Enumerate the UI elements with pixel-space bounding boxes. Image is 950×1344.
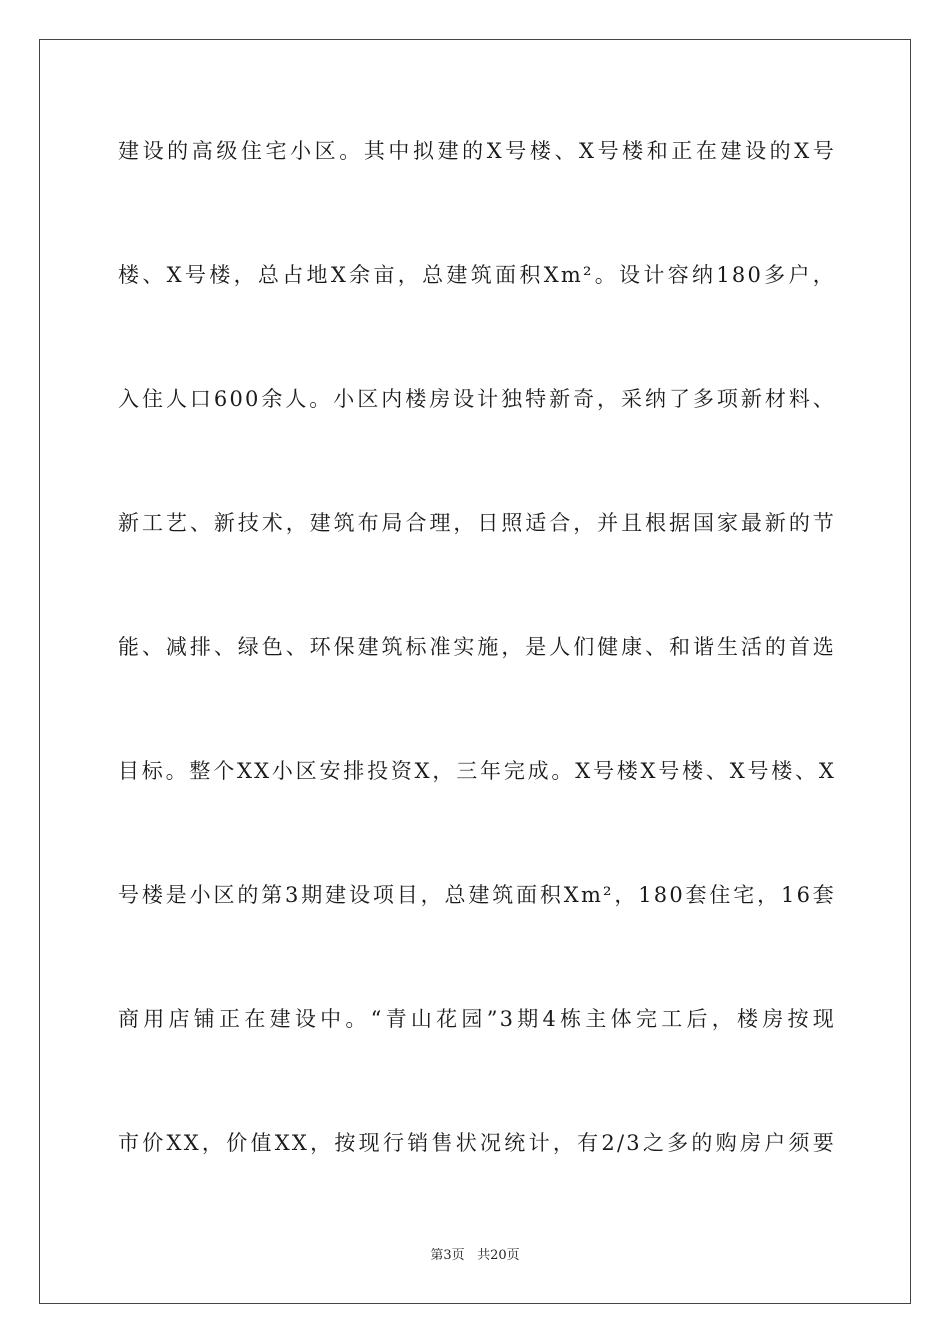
page-footer	[0, 1247, 950, 1265]
paragraph-line-8: 商用店铺正在建设中。“青山花园”3期4栋主体完工后，楼房按现	[118, 1007, 836, 1031]
page-number: 第3页	[430, 1248, 465, 1263]
paragraph-line-2: 楼、X号楼，总占地X余亩，总建筑面积Xm²。设计容纳180多户，	[118, 263, 836, 287]
paragraph-line-4: 新工艺、新技术，建筑布局合理，日照适合，并且根据国家最新的节	[118, 511, 836, 535]
paragraph-line-5: 能、减排、绿色、环保建筑标准实施，是人们健康、和谐生活的首选	[118, 635, 836, 659]
paragraph-line-6: 目标。整个XX小区安排投资X，三年完成。X号楼X号楼、X号楼、X	[118, 759, 836, 783]
paragraph-line-3: 入住人口600余人。小区内楼房设计独特新奇，采纳了多项新材料、	[118, 387, 836, 411]
paragraph-line-9: 市价XX，价值XX，按现行销售状况统计，有2/3之多的购房户须要	[118, 1131, 836, 1155]
page-border	[39, 39, 911, 1304]
paragraph-line-1: 建设的高级住宅小区。其中拟建的X号楼、X号楼和正在建设的X号	[118, 139, 836, 163]
page-total: 共20页	[477, 1248, 520, 1263]
paragraph-line-7: 号楼是小区的第3期建设项目，总建筑面积Xm²，180套住宅，16套	[118, 883, 836, 907]
